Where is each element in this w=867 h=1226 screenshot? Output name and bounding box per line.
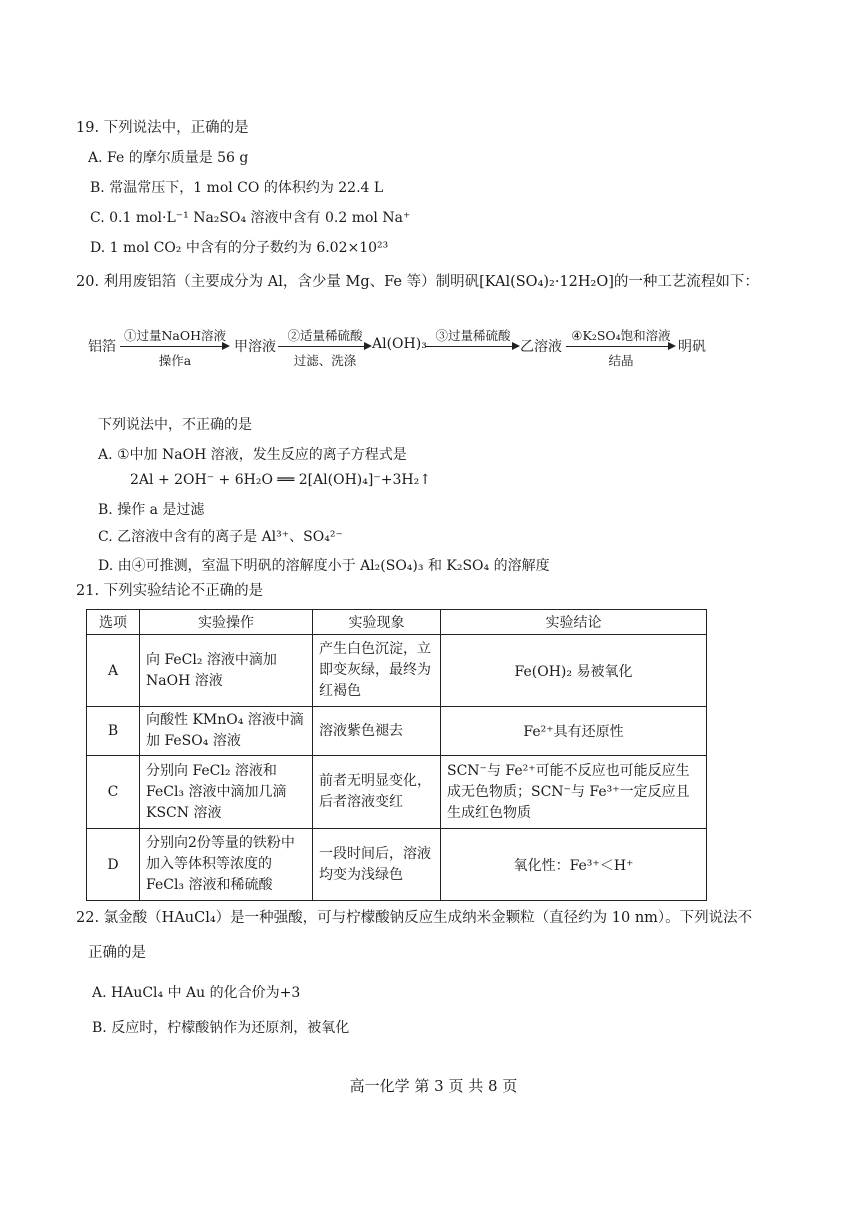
table-row: [87, 635, 707, 707]
flow-node-aluminum-hydroxide: Al(OH)₃: [372, 336, 427, 352]
header-option: 选项: [87, 610, 140, 635]
flow-step1-operation: 操作a: [158, 353, 192, 368]
table-row: [87, 756, 707, 829]
q22-stem: 22. 氯金酸（HAuCl₄）是一种强酸，可与柠檬酸钠反应生成纳米金颗粒（直径约为 10 nm）。下列说法不: [76, 910, 753, 926]
q20-option-c: C. 乙溶液中含有的离子是 Al³⁺、SO₄²⁻: [98, 529, 343, 545]
row-phenomenon: 溶液紫色褪去: [313, 707, 441, 756]
q19-option-c: C. 0.1 mol·L⁻¹ Na₂SO₄ 溶液中含有 0.2 mol Na⁺: [90, 210, 411, 226]
q20-option-a: A. ①中加 NaOH 溶液，发生反应的离子方程式是: [98, 447, 407, 463]
flow-arrow-2: [278, 346, 370, 347]
row-conclusion: SCN⁻与 Fe²⁺可能不反应也可能反应生成无色物质；SCN⁻与 Fe³⁺一定反应且生成红色物质: [441, 756, 707, 829]
q19-option-a: A. Fe 的摩尔质量是 56 g: [88, 150, 249, 166]
row-option: C: [87, 756, 140, 829]
row-option: A: [87, 635, 140, 707]
experiment-table: [86, 609, 707, 901]
row-operation: 向酸性 KMnO₄ 溶液中滴加 FeSO₄ 溶液: [140, 707, 313, 756]
table-row: [87, 707, 707, 756]
header-phenomenon: 实验现象: [313, 610, 441, 635]
q20-option-d: D. 由④可推测，室温下明矾的溶解度小于 Al₂(SO₄)₃ 和 K₂SO₄ 的溶解度: [98, 558, 550, 574]
q22-option-b: B. 反应时，柠檬酸钠作为还原剂，被氧化: [92, 1020, 350, 1036]
row-operation: 分别向2份等量的铁粉中加入等体积等浓度的 FeCl₃ 溶液和稀硫酸: [140, 829, 313, 901]
q20-option-a-equation: 2Al + 2OH⁻ + 6H₂O ══ 2[Al(OH)₄]⁻+3H₂↑: [130, 472, 431, 488]
row-phenomenon: 前者无明显变化，后者溶液变红: [313, 756, 441, 829]
row-operation: 向 FeCl₂ 溶液中滴加 NaOH 溶液: [140, 635, 313, 707]
flow-arrow-1: [120, 346, 228, 347]
q19-option-d: D. 1 mol CO₂ 中含有的分子数约为 6.02×10²³: [90, 240, 389, 256]
q20-stem: 20. 利用废铝箔（主要成分为 Al，含少量 Mg、Fe 等）制明矾[KAl(SO₄)₂·12H₂O]的一种工艺流程如下：: [76, 274, 759, 290]
q20-option-b: B. 操作 a 是过滤: [98, 502, 205, 518]
flow-node-aluminum-foil: 铝箔: [88, 339, 116, 355]
q20-prompt: 下列说法中，不正确的是: [98, 417, 252, 433]
flow-node-alum: 明矾: [678, 339, 706, 355]
q22-option-a: A. HAuCl₄ 中 Au 的化合价为+3: [92, 985, 301, 1001]
flow-step3-reagent: ③过量稀硫酸: [435, 328, 511, 343]
row-phenomenon: 产生白色沉淀，立即变灰绿，最终为红褐色: [313, 635, 441, 707]
table-header-row: [87, 610, 707, 635]
flow-step1-reagent: ①过量NaOH溶液: [123, 328, 227, 343]
row-conclusion: Fe(OH)₂ 易被氧化: [441, 635, 707, 707]
flow-arrow-4: [566, 346, 674, 347]
header-conclusion: 实验结论: [441, 610, 707, 635]
row-option: B: [87, 707, 140, 756]
flow-step2-operation: 过滤、洗涤: [293, 353, 357, 368]
header-operation: 实验操作: [140, 610, 313, 635]
row-phenomenon: 一段时间后，溶液均变为浅绿色: [313, 829, 441, 901]
row-conclusion: Fe²⁺具有还原性: [441, 707, 707, 756]
process-flow-diagram: [88, 322, 808, 372]
row-operation: 分别向 FeCl₂ 溶液和 FeCl₃ 溶液中滴加几滴 KSCN 溶液: [140, 756, 313, 829]
row-option: D: [87, 829, 140, 901]
page-footer: 高一化学 第 3 页 共 8 页: [349, 1077, 518, 1095]
q19-option-b: B. 常温常压下，1 mol CO 的体积约为 22.4 L: [90, 180, 384, 196]
flow-node-solution-yi: 乙溶液: [520, 339, 562, 355]
table-row: [87, 829, 707, 901]
flow-step2-reagent: ②适量稀硫酸: [287, 328, 363, 343]
flow-step4-reagent: ④K₂SO₄饱和溶液: [571, 328, 671, 343]
q21-stem: 21. 下列实验结论不正确的是: [76, 583, 264, 599]
flow-node-solution-jia: 甲溶液: [234, 339, 276, 355]
flow-step4-operation: 结晶: [608, 353, 634, 368]
row-conclusion: 氧化性：Fe³⁺＜H⁺: [441, 829, 707, 901]
q22-stem-continued: 正确的是: [88, 945, 146, 961]
flow-arrow-3: [426, 346, 518, 347]
q19-stem: 19. 下列说法中，正确的是: [76, 120, 249, 136]
